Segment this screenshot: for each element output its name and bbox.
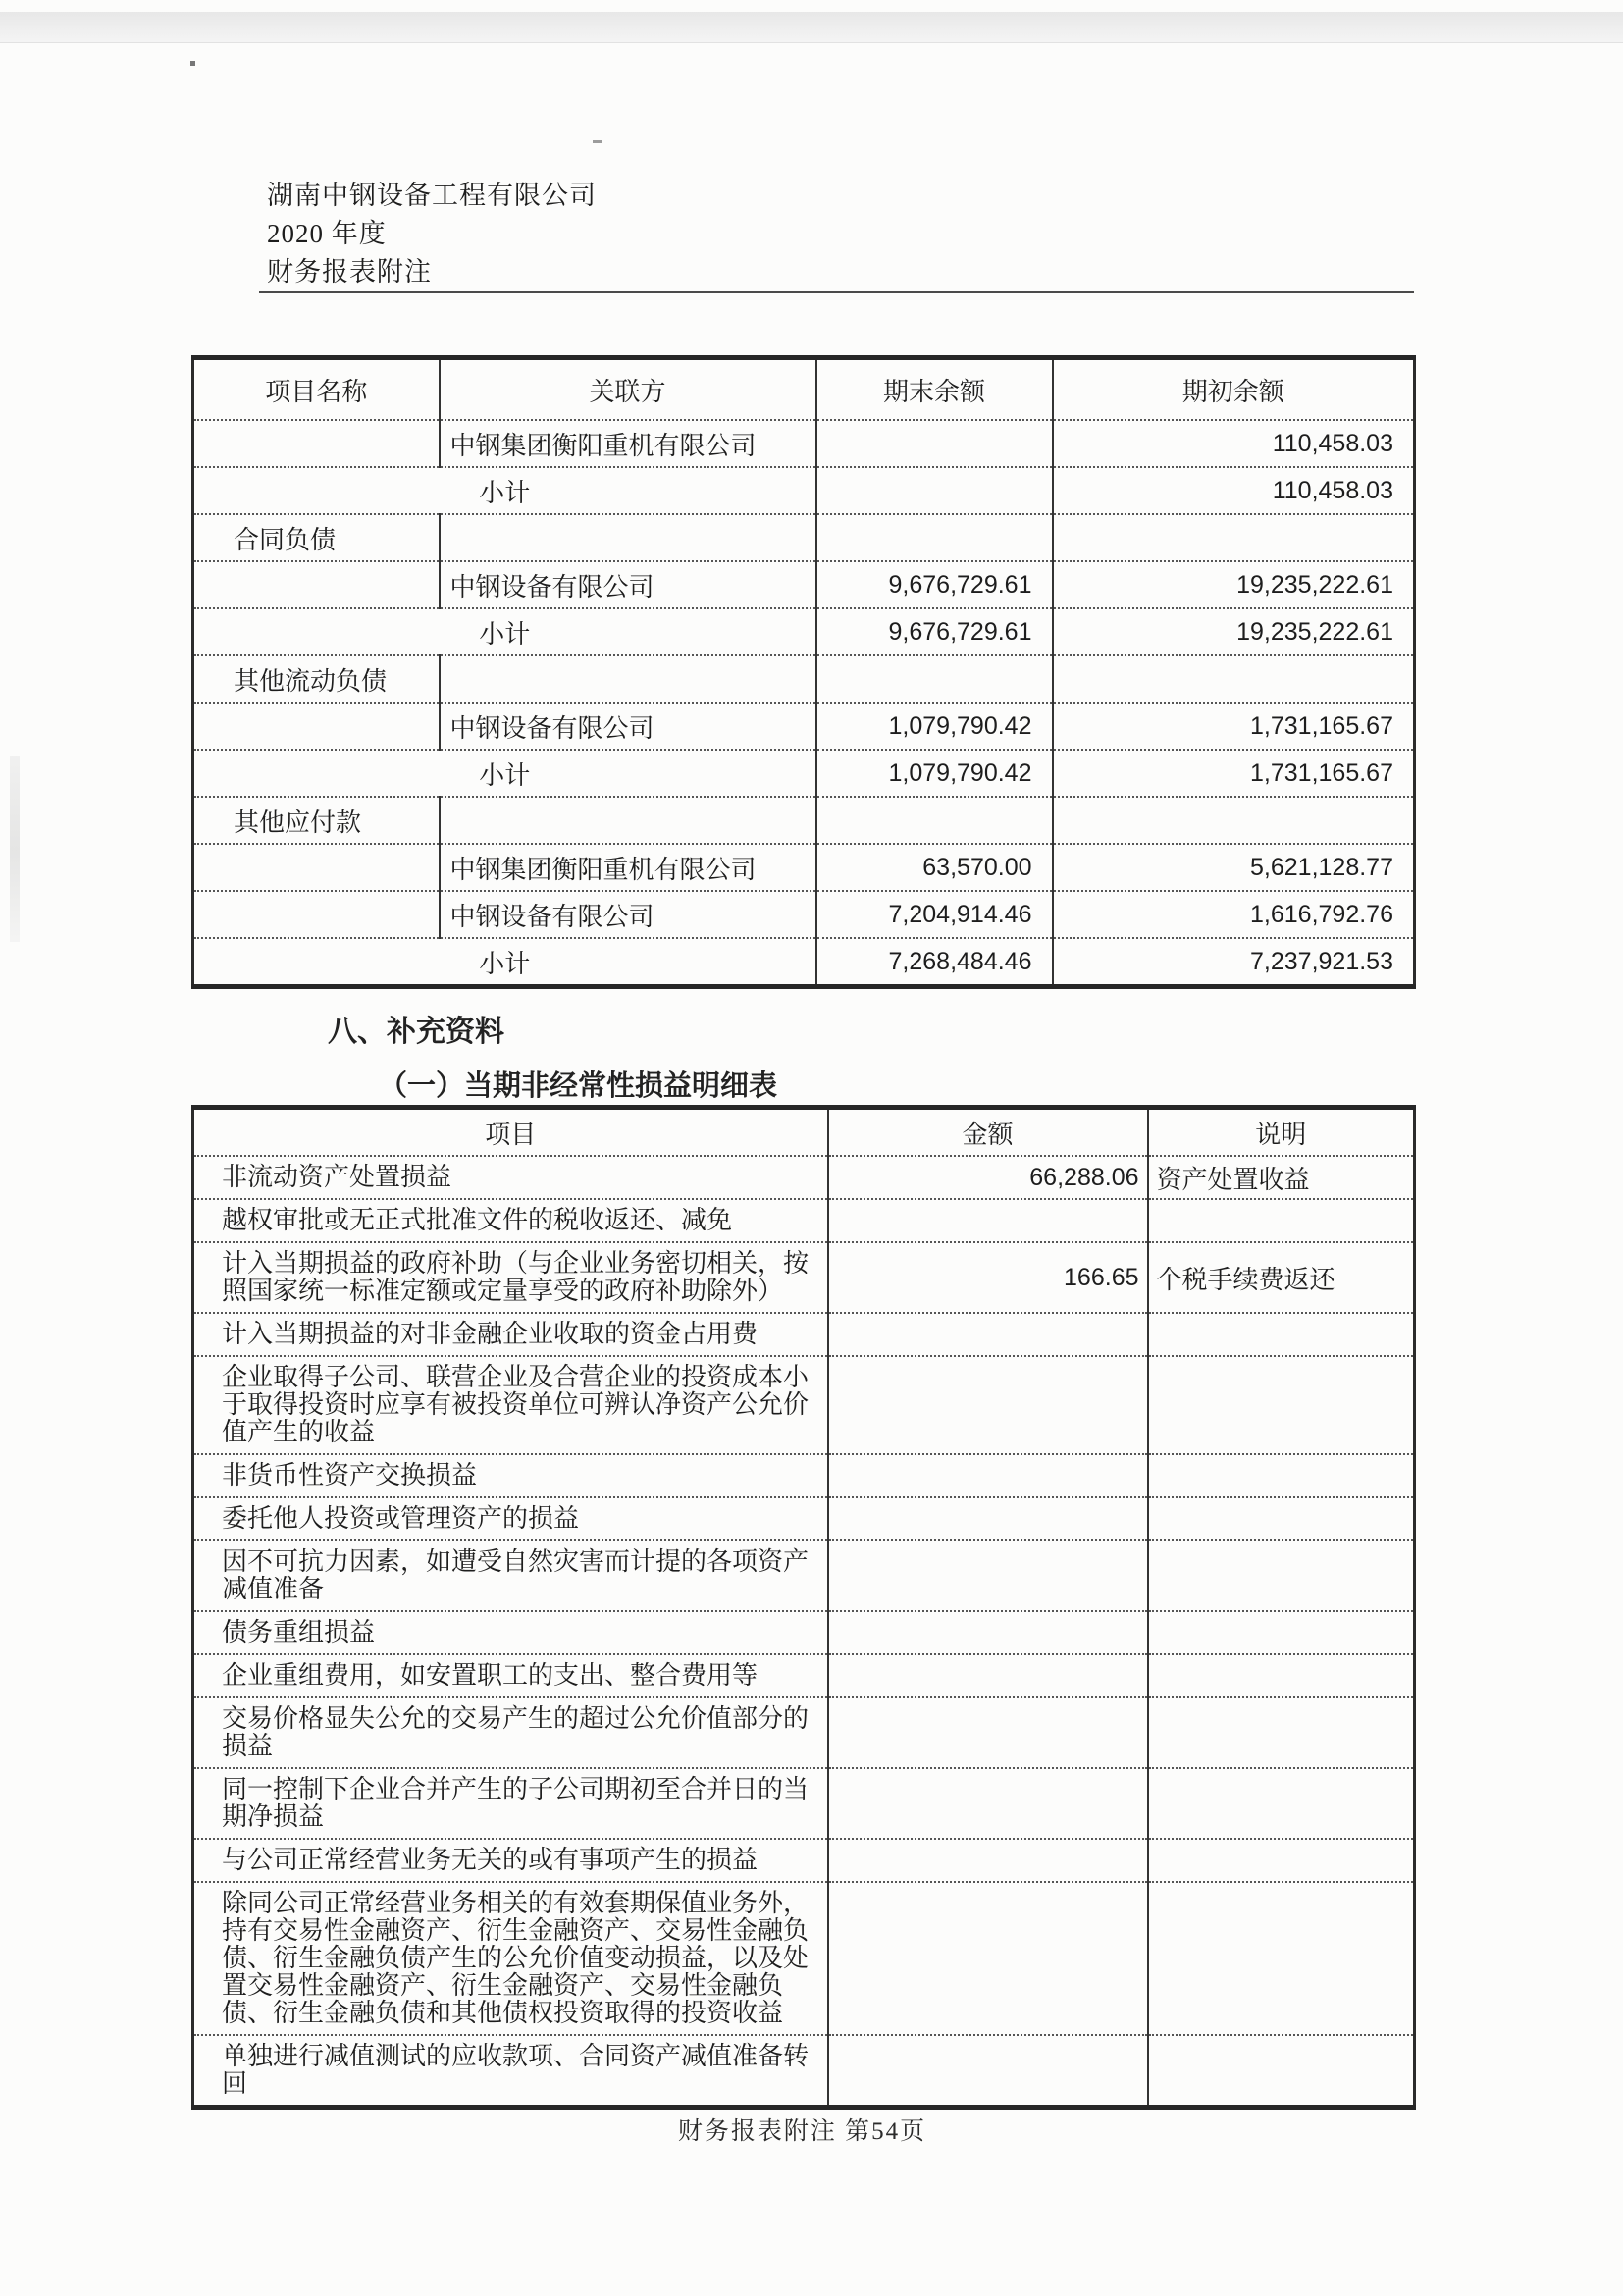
beginning-balance-header: 期初余额	[1053, 358, 1415, 421]
ending-balance-cell	[816, 514, 1053, 561]
ending-balance-cell: 7,204,914.46	[816, 891, 1053, 938]
item-description-cell: 同一控制下企业合并产生的子公司期初至合并日的当期净损益	[193, 1768, 828, 1839]
nonrecurring-item-row	[193, 1242, 1415, 1313]
related-party-row	[193, 655, 1415, 703]
related-party-row	[193, 420, 1415, 467]
doc-title: 财务报表附注	[267, 257, 432, 287]
amount-cell	[828, 1654, 1148, 1697]
ending-balance-cell: 9,676,729.61	[816, 561, 1053, 608]
related-party-row	[193, 561, 1415, 608]
scan-artifact-top-band	[0, 12, 1623, 43]
related-party-row	[193, 844, 1415, 891]
item-description-cell: 计入当期损益的对非金融企业收取的资金占用费	[193, 1313, 828, 1356]
related-party-row	[193, 891, 1415, 938]
fiscal-year: 2020 年度	[267, 219, 387, 248]
item-name-cell	[193, 844, 440, 891]
amount-cell	[828, 1697, 1148, 1768]
item-description-cell: 委托他人投资或管理资产的损益	[193, 1497, 828, 1540]
nonrecurring-item-row	[193, 1454, 1415, 1497]
related-party-row	[193, 750, 1415, 797]
nonrecurring-item-row	[193, 1497, 1415, 1540]
note-cell	[1148, 1697, 1415, 1768]
note-cell	[1148, 1654, 1415, 1697]
nonrecurring-item-row	[193, 1611, 1415, 1654]
related-party-row	[193, 608, 1415, 655]
item-name-cell: 其他应付款	[193, 797, 440, 844]
note-cell: 资产处置收益	[1148, 1156, 1415, 1199]
beginning-balance-cell: 7,237,921.53	[1053, 938, 1415, 987]
note-header: 说明	[1148, 1108, 1415, 1157]
item-name-cell	[193, 891, 440, 938]
beginning-balance-cell: 1,731,165.67	[1053, 750, 1415, 797]
amount-cell	[828, 1356, 1148, 1454]
nonrecurring-item-row	[193, 2035, 1415, 2108]
related-party-cell	[440, 514, 816, 561]
item-description-cell: 因不可抗力因素，如遭受自然灾害而计提的各项资产减值准备	[193, 1540, 828, 1611]
note-cell	[1148, 1839, 1415, 1882]
note-cell	[1148, 1454, 1415, 1497]
nonrecurring-item-row	[193, 1768, 1415, 1839]
amount-cell	[828, 1497, 1148, 1540]
note-cell	[1148, 1497, 1415, 1540]
ending-balance-cell: 1,079,790.42	[816, 703, 1053, 750]
scan-speck	[593, 140, 602, 143]
amount-cell	[828, 1882, 1148, 2035]
item-header: 项目	[193, 1108, 828, 1157]
subtotal-label-cell: 小计	[193, 938, 816, 987]
amount-cell	[828, 1540, 1148, 1611]
subtotal-label-cell: 小计	[193, 750, 816, 797]
related-party-cell	[440, 797, 816, 844]
amount-cell	[828, 1454, 1148, 1497]
subsection-heading: （一）当期非经常性损益明细表	[379, 1070, 778, 1102]
item-name-cell	[193, 703, 440, 750]
note-cell	[1148, 1356, 1415, 1454]
note-cell	[1148, 1611, 1415, 1654]
item-description-cell: 单独进行减值测试的应收款项、合同资产减值准备转回	[193, 2035, 828, 2108]
nonrecurring-item-row	[193, 1356, 1415, 1454]
beginning-balance-cell: 1,616,792.76	[1053, 891, 1415, 938]
amount-cell	[828, 2035, 1148, 2108]
company-name: 湖南中钢设备工程有限公司	[267, 181, 597, 210]
related-party-row	[193, 703, 1415, 750]
beginning-balance-cell	[1053, 797, 1415, 844]
nonrecurring-item-row	[193, 1839, 1415, 1882]
note-cell	[1148, 1540, 1415, 1611]
item-description-cell: 与公司正常经营业务无关的或有事项产生的损益	[193, 1839, 828, 1882]
related-party-cell: 中钢设备有限公司	[440, 703, 816, 750]
note-cell	[1148, 1199, 1415, 1242]
item-description-cell: 非流动资产处置损益	[193, 1156, 828, 1199]
ending-balance-header: 期末余额	[816, 358, 1053, 421]
note-cell	[1148, 2035, 1415, 2108]
page-footer: 财务报表附注 第54页	[677, 2118, 927, 2145]
beginning-balance-cell: 110,458.03	[1053, 467, 1415, 514]
related-party-header: 关联方	[440, 358, 816, 421]
beginning-balance-cell: 5,621,128.77	[1053, 844, 1415, 891]
related-party-cell: 中钢设备有限公司	[440, 561, 816, 608]
beginning-balance-cell	[1053, 655, 1415, 703]
beginning-balance-cell: 1,731,165.67	[1053, 703, 1415, 750]
related-party-row	[193, 514, 1415, 561]
scan-speck	[190, 61, 195, 66]
related-party-cell	[440, 655, 816, 703]
nonrecurring-item-row	[193, 1882, 1415, 2035]
item-name-cell: 合同负债	[193, 514, 440, 561]
subtotal-label-cell: 小计	[193, 467, 816, 514]
ending-balance-cell	[816, 655, 1053, 703]
item-description-cell: 计入当期损益的政府补助（与企业业务密切相关，按照国家统一标准定额或定量享受的政府补助除外）	[193, 1242, 828, 1313]
amount-header: 金额	[828, 1108, 1148, 1157]
amount-cell	[828, 1313, 1148, 1356]
note-cell: 个税手续费返还	[1148, 1242, 1415, 1313]
note-cell	[1148, 1313, 1415, 1356]
table-header-row	[193, 1108, 1415, 1157]
item-name-header: 项目名称	[193, 358, 440, 421]
note-cell	[1148, 1768, 1415, 1839]
amount-cell	[828, 1839, 1148, 1882]
table-header-row	[193, 358, 1415, 421]
section-heading: 八、补充资料	[328, 1016, 504, 1048]
related-party-row	[193, 938, 1415, 987]
ending-balance-cell: 1,079,790.42	[816, 750, 1053, 797]
document-header	[267, 177, 597, 291]
item-name-cell: 其他流动负债	[193, 655, 440, 703]
amount-cell: 66,288.06	[828, 1156, 1148, 1199]
related-party-cell: 中钢集团衡阳重机有限公司	[440, 844, 816, 891]
nonrecurring-item-row	[193, 1156, 1415, 1199]
item-description-cell: 企业取得子公司、联营企业及合营企业的投资成本小于取得投资时应享有被投资单位可辨认净资产公允价值产生的收益	[193, 1356, 828, 1454]
nonrecurring-item-row	[193, 1697, 1415, 1768]
amount-cell	[828, 1768, 1148, 1839]
beginning-balance-cell	[1053, 514, 1415, 561]
beginning-balance-cell: 19,235,222.61	[1053, 608, 1415, 655]
nonrecurring-profit-loss-table	[191, 1105, 1416, 2110]
related-party-balances-table	[191, 355, 1416, 989]
amount-cell	[828, 1611, 1148, 1654]
item-description-cell: 越权审批或无正式批准文件的税收返还、减免	[193, 1199, 828, 1242]
note-cell	[1148, 1882, 1415, 2035]
amount-cell: 166.65	[828, 1242, 1148, 1313]
amount-cell	[828, 1199, 1148, 1242]
item-description-cell: 交易价格显失公允的交易产生的超过公允价值部分的损益	[193, 1697, 828, 1768]
nonrecurring-item-row	[193, 1654, 1415, 1697]
subtotal-label-cell: 小计	[193, 608, 816, 655]
header-divider	[259, 291, 1414, 293]
ending-balance-cell	[816, 467, 1053, 514]
ending-balance-cell: 7,268,484.46	[816, 938, 1053, 987]
item-description-cell: 债务重组损益	[193, 1611, 828, 1654]
nonrecurring-item-row	[193, 1540, 1415, 1611]
related-party-row	[193, 467, 1415, 514]
ending-balance-cell	[816, 420, 1053, 467]
related-party-cell: 中钢设备有限公司	[440, 891, 816, 938]
item-name-cell	[193, 561, 440, 608]
nonrecurring-item-row	[193, 1199, 1415, 1242]
item-name-cell	[193, 420, 440, 467]
nonrecurring-item-row	[193, 1313, 1415, 1356]
related-party-cell: 中钢集团衡阳重机有限公司	[440, 420, 816, 467]
item-description-cell: 除同公司正常经营业务相关的有效套期保值业务外，持有交易性金融资产、衍生金融资产、交易性金融负债、衍生金融负债产生的公允价值变动损益，以及处置交易性金融资产、衍生金融资产、交易性金融负债、衍生金融负债和其他债权投资取得的投资收益	[193, 1882, 828, 2035]
item-description-cell: 企业重组费用，如安置职工的支出、整合费用等	[193, 1654, 828, 1697]
beginning-balance-cell: 110,458.03	[1053, 420, 1415, 467]
scan-artifact-left-smudge	[10, 756, 20, 942]
item-description-cell: 非货币性资产交换损益	[193, 1454, 828, 1497]
ending-balance-cell	[816, 797, 1053, 844]
beginning-balance-cell: 19,235,222.61	[1053, 561, 1415, 608]
ending-balance-cell: 9,676,729.61	[816, 608, 1053, 655]
ending-balance-cell: 63,570.00	[816, 844, 1053, 891]
related-party-row	[193, 797, 1415, 844]
